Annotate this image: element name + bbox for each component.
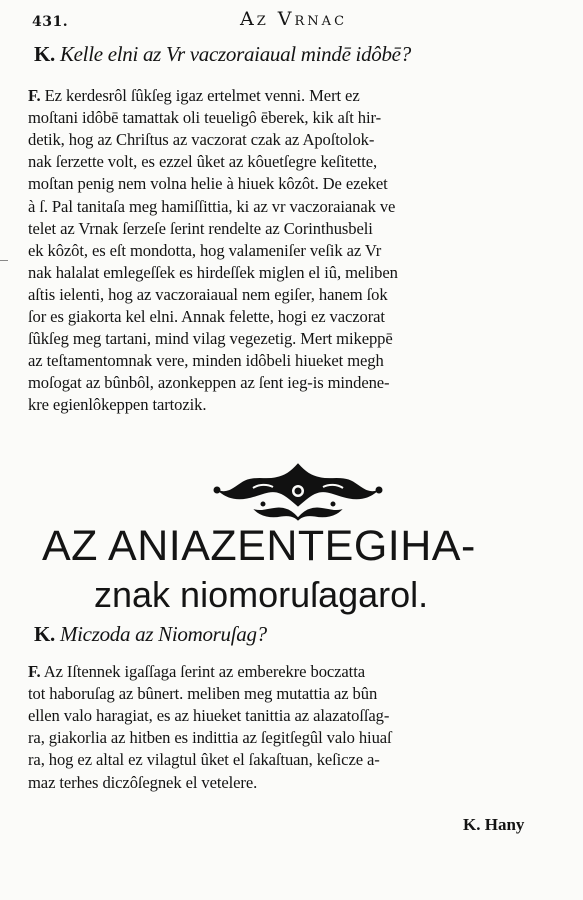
line-text: nak ſerzette volt, es ezzel ûket az kôuetſegre keſitette, [28,152,378,172]
line-text: Ez kerdesrôl ſûkſeg igaz ertelmet venni. Mert ez [44,86,360,105]
line-text: moſtani idôbē tamattak oli teueligô ēberek, kik aſt hir- [28,108,382,128]
line-text: à ſ. Pal tanitaſa meg hamiſſittia, ki az vr vaczoraianak ve [28,196,396,216]
text-line [28,750,380,770]
text-line [28,662,365,682]
line-text: Miczoda az Niomoruſag? [59,622,267,646]
line-text: ſûkſeg meg tartani, mind vilag vegezetig. Mert mikeppē [28,329,393,349]
line-text: Kelle elni az Vr vaczoraiaual mindē idôbē? [59,42,411,66]
text-line [28,684,377,704]
line-text: Az Iſtennek igaſſaga ſerint az emberekre boczatta [43,662,365,681]
text-line [28,351,384,371]
line-text: ellen valo haragiat, es az hiueket tanittia az alazatoſſag- [28,706,390,726]
text-line [34,44,411,64]
fleuron-ornament-icon [213,460,383,522]
line-text: ra, hog ez altal ez vilagtul ûket el ſakaſtuan, keſicze a- [28,750,380,770]
line-text: ſor es giakorta kel elni. Annak felette, hogi ez vaczorat [28,307,385,326]
text-line [28,241,381,261]
text-line [28,86,360,106]
line-text: moſogat az bûnbôl, azonkeppen az ſent ieg-is mindene- [28,373,390,393]
text-line [28,773,257,793]
line-text: telet az Vrnak ſerzeſe ſerint rendelte az Corinthusbeli [28,218,373,238]
line-text: az teſtamentomnak vere, minden idôbeli hiueket megh [28,351,384,371]
running-head: Az Vrnac [240,8,348,30]
text-line [34,624,267,644]
line-text: moſtan penig nem volna helie à hiuek kôzôt. De ezeket [28,174,388,194]
text-line [28,174,388,194]
speaker-marker: F. [28,86,41,105]
text-line [28,108,381,128]
text-line [28,152,377,172]
section-title-line-1: AZ ANIAZENTEGIHA- [42,522,476,570]
line-text: tot haboruſag az bûnert. meliben meg mutattia az bûn [28,684,378,704]
margin-mark [0,260,8,261]
text-line [28,263,398,283]
line-text: maz terhes diczôſegnek el vetelere. [28,772,258,792]
speaker-marker: K. [34,622,55,646]
speaker-marker: F. [28,662,41,681]
line-text: detik, hog az Chriſtus az vaczorat czak az Apoſtolok- [28,130,375,150]
text-line [28,219,373,239]
page-number: 431. [32,14,69,30]
line-text: kre egienlôkeppen tartozik. [28,395,207,415]
text-line [28,285,388,305]
text-line [28,307,385,327]
line-text: nak halalat emlegeſſek es hirdeſſek miglen el iû, meliben [28,262,398,282]
text-line [28,197,395,217]
text-line [28,728,392,748]
page-header [0,6,583,34]
text-line [28,373,389,393]
catchword: K. Hany [463,815,525,834]
text-line [28,706,389,726]
text-line [28,130,374,150]
line-text: ra, giakorlia az hitben es indittia az ſegitſegûl valo hiuaſ [28,728,392,748]
text-line [28,395,206,415]
line-text: ek kôzôt, es eſt mondotta, hog valameniſer veſik az Vr [28,240,382,260]
section-title-line-2: znak niomoruſagarol. [94,574,429,615]
text-line [28,329,393,349]
line-text: aſtis ielenti, hog az vaczoraiaual nem egiſer, hanem ſok [28,284,388,304]
speaker-marker: K. [34,42,55,66]
